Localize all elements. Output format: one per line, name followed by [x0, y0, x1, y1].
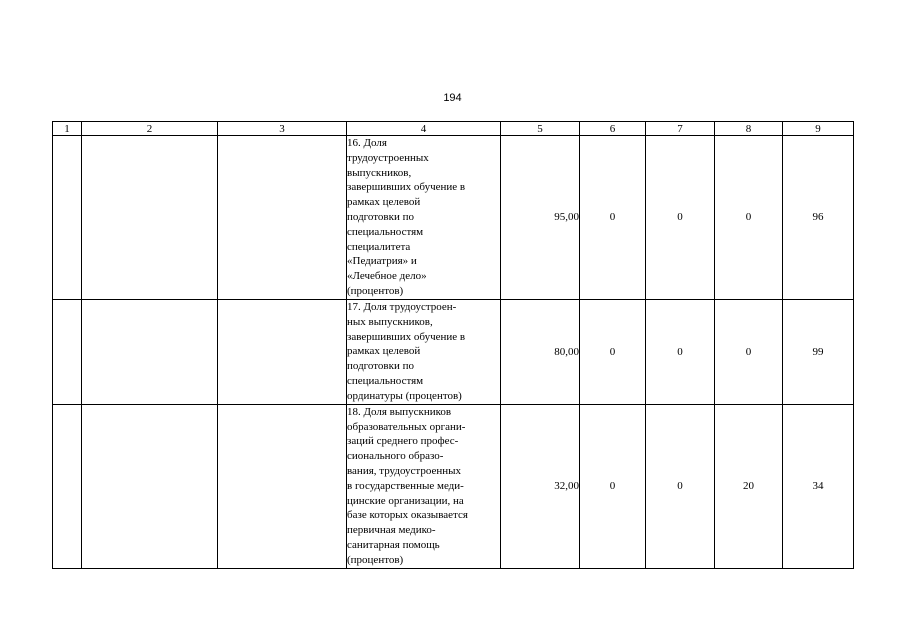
cell-col9: 99 [783, 299, 854, 404]
cell-col7: 0 [646, 299, 715, 404]
cell-col2 [82, 299, 218, 404]
cell-col6: 0 [580, 404, 646, 568]
indicator-line: (процентов) [347, 284, 404, 297]
table-row [53, 299, 854, 404]
indicator-line: образовательных органи- [347, 420, 466, 433]
indicator-line: сионального образо- [347, 450, 444, 463]
column-header-3: 3 [218, 122, 347, 136]
indicator-line: «Лечебное дело» [347, 270, 427, 283]
indicator-line: специальностям [347, 374, 424, 387]
indicator-line: вания, трудоустроенных [347, 464, 462, 477]
indicator-line: ных выпускников, [347, 315, 433, 328]
cell-col8: 0 [715, 136, 783, 300]
cell-col6: 0 [580, 136, 646, 300]
cell-col5: 32,00 [501, 404, 580, 568]
indicator-line: 18. Доля выпускников [347, 405, 452, 418]
column-header-2: 2 [82, 122, 218, 136]
table-body [53, 136, 854, 569]
indicator-line: рамках целевой [347, 345, 421, 358]
indicator-line: санитарная помощь [347, 538, 440, 551]
cell-col3 [218, 404, 347, 568]
indicator-line: выпускников, [347, 166, 412, 179]
indicator-line: рамках целевой [347, 196, 421, 209]
indicator-line: заций среднего профес- [347, 435, 459, 448]
indicator-cell [347, 404, 501, 568]
indicator-line: завершивших обучение в [347, 181, 466, 194]
table-row [53, 136, 854, 300]
indicator-line: завершивших обучение в [347, 330, 466, 343]
indicator-line: «Педиатрия» и [347, 255, 417, 268]
column-header-6: 6 [580, 122, 646, 136]
indicator-line: 17. Доля трудоустроен- [347, 300, 457, 313]
column-header-5: 5 [501, 122, 580, 136]
cell-col9: 34 [783, 404, 854, 568]
indicator-line: базе которых оказывается [347, 509, 468, 522]
cell-col5: 80,00 [501, 299, 580, 404]
column-header-8: 8 [715, 122, 783, 136]
indicator-line: подготовки по [347, 210, 414, 223]
cell-col7: 0 [646, 136, 715, 300]
column-header-9: 9 [783, 122, 854, 136]
indicator-line: трудоустроенных [347, 151, 429, 164]
indicators-table [52, 121, 854, 569]
indicator-line: первичная медико- [347, 524, 436, 537]
cell-col7: 0 [646, 404, 715, 568]
column-header-4: 4 [347, 122, 501, 136]
cell-col3 [218, 136, 347, 300]
indicator-cell [347, 136, 501, 300]
cell-col1 [53, 404, 82, 568]
table-header [53, 122, 854, 136]
cell-col9: 96 [783, 136, 854, 300]
indicator-line: специальностям [347, 225, 424, 238]
header-row [53, 122, 854, 136]
cell-col8: 20 [715, 404, 783, 568]
cell-col2 [82, 404, 218, 568]
column-header-1: 1 [53, 122, 82, 136]
cell-col1 [53, 299, 82, 404]
cell-col1 [53, 136, 82, 300]
indicator-line: цинские организации, на [347, 494, 464, 507]
column-header-7: 7 [646, 122, 715, 136]
cell-col6: 0 [580, 299, 646, 404]
cell-col3 [218, 299, 347, 404]
indicator-line: специалитета [347, 240, 411, 253]
indicator-line: подготовки по [347, 360, 414, 373]
indicator-line: 16. Доля [347, 137, 387, 149]
page-number: 194 [443, 92, 462, 104]
indicator-line: в государственные меди- [347, 479, 464, 492]
indicator-cell [347, 299, 501, 404]
indicator-line: ординатуры (процентов) [347, 389, 462, 402]
cell-col5: 95,00 [501, 136, 580, 300]
cell-col2 [82, 136, 218, 300]
indicator-line: (процентов) [347, 553, 404, 566]
table-row [53, 404, 854, 568]
cell-col8: 0 [715, 299, 783, 404]
